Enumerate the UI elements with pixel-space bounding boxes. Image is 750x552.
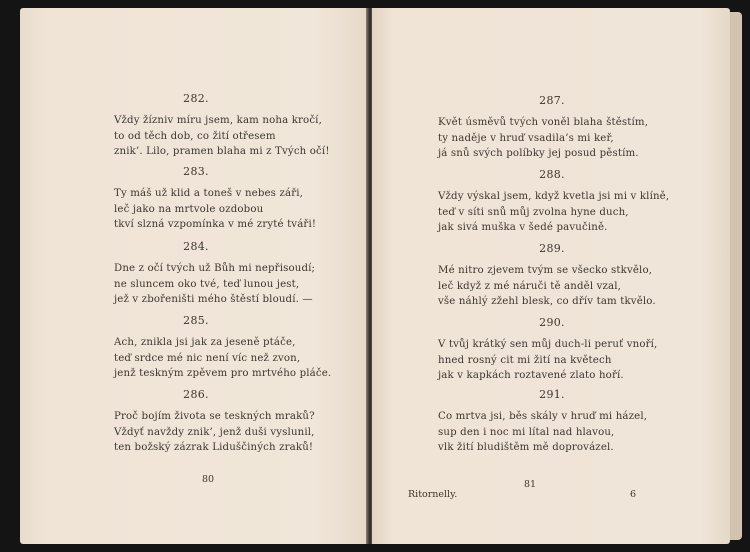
verse-line: teď v síti snů můj zvolna hyne duch, (438, 206, 629, 218)
signature-mark: Ritornelly. (408, 489, 458, 500)
verse-line: vlk žití bludištěm mě doprovázel. (438, 442, 614, 453)
poem-stanza (20, 314, 368, 382)
poem-stanza (20, 240, 368, 308)
right-page (372, 8, 730, 544)
verse-line: Vždyť navždy znik’, jenž duši vyslunil, (114, 426, 315, 438)
verse-line: Ach, znikla jsi jak za jeseně ptáče, (114, 337, 296, 348)
verse-line: V tvůj krátký sen můj duch-li peruť vnoří, (438, 339, 658, 350)
poem-stanza (372, 388, 730, 456)
poem-stanza (20, 92, 368, 160)
stanza-number: 282. (183, 92, 209, 105)
stanza-number: 291. (539, 388, 565, 401)
stanza-number: 284. (183, 240, 209, 253)
poem-stanza (372, 94, 730, 162)
stanza-number: 288. (539, 168, 565, 181)
left-page (20, 8, 368, 544)
verse-line: Vždy výskal jsem, když kvetla jsi mi v klíně, (438, 191, 670, 202)
sheet-number: 6 (630, 489, 637, 500)
verse-line: hned rosný cit mi žití na květech (438, 354, 612, 366)
verse-line: Ty máš už klid a toneš v nebes záři, (114, 188, 304, 199)
verse-line: teď srdce mé nic není víc než zvon, (114, 352, 301, 364)
verse-line: jenž teskným zpěvem pro mrtvého pláče. (114, 368, 332, 379)
stanza-number: 289. (539, 242, 565, 255)
verse-line: Co mrtva jsi, běs skály v hruď mi házel, (438, 411, 648, 422)
poem-stanza (372, 168, 730, 236)
verse-line: to od těch dob, co žití otřesem (114, 130, 276, 142)
verse-line: jež v zbořeništi mého štěstí bloudí. — (114, 294, 313, 305)
verse-line: já snů svých políbky jej posud pěstím. (438, 148, 639, 159)
page-number: 80 (202, 474, 215, 485)
page-number: 81 (524, 479, 537, 490)
stanza-number: 285. (183, 314, 209, 327)
verse-line: Květ úsměvů tvých voněl blaha štěstím, (438, 117, 649, 128)
stanza-number: 290. (539, 316, 565, 329)
verse-line: znik’. Lilo, pramen blaha mi z Tvých očí! (114, 146, 330, 157)
poem-stanza (372, 242, 730, 310)
verse-line: jak v kapkách roztavené zlato hoří. (438, 370, 624, 381)
verse-line: ty naděje v hruď vsadila’s mi keř, (438, 132, 614, 144)
verse-line: leč jako na mrtvole ozdobou (114, 203, 264, 215)
poem-stanza (372, 316, 730, 384)
verse-line: jak sivá muška v šedé pavučině. (438, 222, 608, 233)
verse-line: tkví slzná vzpomínka v mé zryté tváři! (114, 219, 317, 230)
verse-line: ne sluncem oko tvé, teď lunou jest, (114, 278, 300, 290)
stanza-number: 283. (183, 165, 209, 178)
stanza-number: 287. (539, 94, 565, 107)
verse-line: sup den i noc mi lítal nad hlavou, (438, 426, 615, 438)
verse-line: Vždy žízniv míru jsem, kam noha kročí, (114, 115, 322, 126)
verse-line: leč když z mé náruči tě anděl vzal, (438, 280, 622, 292)
stanza-number: 286. (183, 388, 209, 401)
poem-stanza (20, 165, 368, 233)
verse-line: ten božský zázrak Liduščiných zraků! (114, 442, 314, 453)
page-edge-stack (728, 12, 742, 540)
verse-line: Mé nitro zjevem tvým se všecko stkvělo, (438, 265, 653, 276)
verse-line: Proč bojím života se teskných mraků? (114, 411, 315, 422)
verse-line: Dne z očí tvých už Bůh mi nepřisoudí; (114, 263, 316, 274)
verse-line: vše náhlý zžehl blesk, co dřív tam tkvělo. (438, 296, 656, 307)
poem-stanza (20, 388, 368, 456)
